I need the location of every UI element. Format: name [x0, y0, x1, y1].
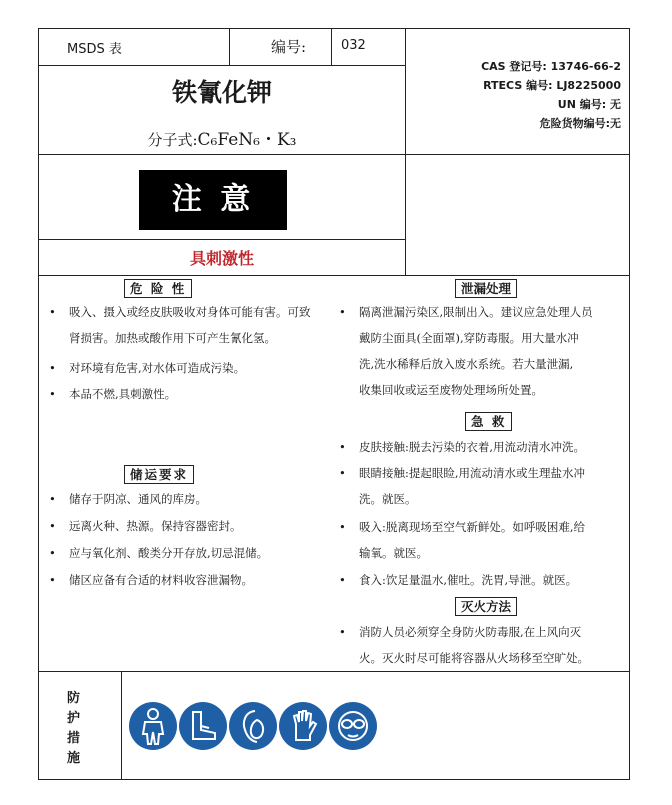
divider	[121, 671, 122, 779]
safety-goggles-icon	[329, 702, 377, 750]
hazards-title: 危 险 性	[124, 279, 192, 298]
list-item: • 眼睛接触:提起眼睑,用流动清水或生理盐水冲	[339, 466, 586, 480]
spill-title: 泄漏处理	[455, 279, 517, 298]
list-item: 收集回收或运至废物处理场所处置。	[359, 383, 543, 397]
number-label: 编号:	[271, 38, 307, 56]
storage-title: 储运要求	[124, 465, 194, 484]
list-item: • 吸入、摄入或经皮肤吸收对身体可能有害。可致	[49, 305, 311, 319]
formula-line	[39, 125, 405, 150]
list-item: • 皮肤接触:脱去污染的衣着,用流动清水冲洗。	[339, 440, 586, 454]
first-aid-title: 急 救	[465, 412, 512, 431]
divider	[39, 275, 629, 276]
identifiers-block	[411, 57, 621, 133]
list-item: 洗。就医。	[359, 492, 417, 506]
face-mask-icon	[229, 702, 277, 750]
list-item: • 消防人员必须穿全身防火防毒服,在上风向灭	[339, 625, 582, 639]
list-item: 洗,洗水稀释后放入废水系统。若大量泄漏,	[359, 357, 574, 371]
safety-boots-icon	[179, 702, 227, 750]
un-number: UN 编号: 无	[557, 98, 621, 111]
divider	[405, 29, 406, 275]
divider	[331, 29, 332, 65]
hazard-statement: 具刺激性	[189, 249, 254, 268]
divider	[39, 239, 405, 240]
list-item: • 储存于阴凉、通风的库房。	[49, 492, 207, 506]
list-item: • 远离火种、热源。保持容器密封。	[49, 519, 242, 533]
signal-word: 注 意	[139, 170, 287, 230]
divider	[39, 671, 629, 672]
divider	[39, 65, 405, 66]
divider	[39, 154, 629, 155]
formula: C₆FeN₆・K₃	[197, 130, 297, 150]
list-item: • 储区应备有合适的材料收容泄漏物。	[49, 573, 253, 587]
list-item: • 食入:饮足量温水,催吐。洗胃,导泄。就医。	[339, 573, 578, 587]
formula-prefix: 分子式:	[147, 131, 198, 149]
chemical-name: 铁氰化钾	[171, 78, 272, 107]
protection-label: 防 护 措 施	[67, 691, 81, 766]
list-item: 肾损害。加热或酸作用下可产生氰化氢。	[69, 331, 276, 345]
divider	[229, 29, 230, 65]
protective-gloves-icon	[279, 702, 327, 750]
list-item: • 隔离泄漏污染区,限制出入。建议应急处理人员	[339, 305, 593, 319]
cas-number: CAS 登记号: 13746-66-2	[481, 60, 621, 73]
list-item: 火。灭火时尽可能将容器从火场移至空旷处。	[359, 651, 589, 665]
rtecs-number: RTECS 编号: LJ8225000	[483, 79, 621, 92]
fire-title: 灭火方法	[455, 597, 517, 616]
msds-sheet	[38, 28, 630, 780]
list-item: • 本品不燃,具刺激性。	[49, 387, 177, 401]
list-item: • 吸入:脱离现场至空气新鲜处。如呼吸困难,给	[339, 520, 586, 534]
list-item: • 应与氧化剂、酸类分开存放,切忌混储。	[49, 546, 269, 560]
dangerous-goods-number: 危险货物编号:无	[539, 117, 621, 130]
list-item: • 对环境有危害,对水体可造成污染。	[49, 361, 246, 375]
number-value: 032	[341, 38, 366, 53]
list-item: 输氧。就医。	[359, 546, 428, 560]
list-item: 戴防尘面具(全面罩),穿防毒服。用大量水冲	[359, 331, 579, 345]
protective-suit-icon	[129, 702, 177, 750]
form-label: MSDS 表	[67, 42, 122, 57]
